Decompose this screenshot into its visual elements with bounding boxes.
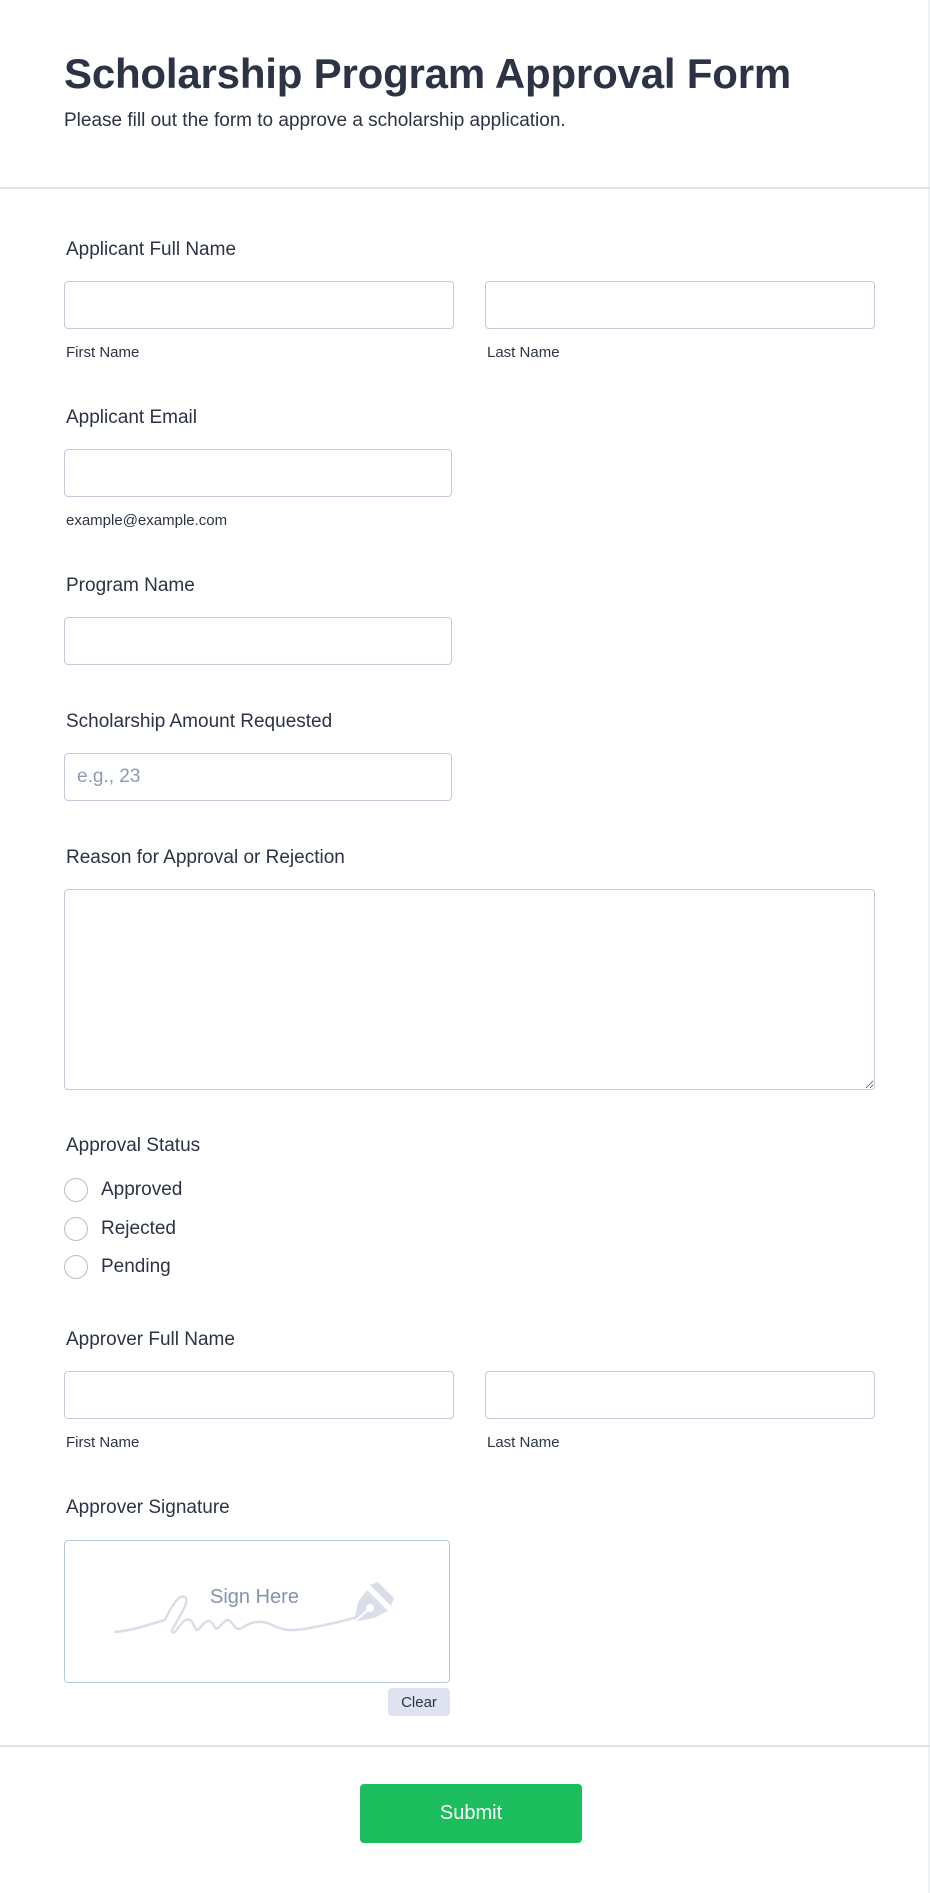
page-subtitle: Please fill out the form to approve a scholarship application. [64, 110, 566, 131]
program-name-input[interactable] [64, 617, 452, 665]
approver-last-name-input[interactable] [485, 1371, 875, 1419]
approver-name-label: Approver Full Name [66, 1329, 235, 1350]
page-title: Scholarship Program Approval Form [64, 50, 791, 97]
radio-label: Rejected [101, 1218, 176, 1239]
approver-signature-label: Approver Signature [66, 1497, 230, 1518]
reason-label: Reason for Approval or Rejection [66, 847, 345, 868]
radio-button[interactable] [64, 1217, 88, 1241]
applicant-email-input[interactable] [64, 449, 452, 497]
program-name-label: Program Name [66, 575, 195, 596]
radio-label: Pending [101, 1256, 171, 1277]
approval-status-label: Approval Status [66, 1135, 201, 1156]
radio-label: Approved [101, 1179, 183, 1200]
header-divider [0, 187, 930, 189]
applicant-name-label: Applicant Full Name [66, 239, 237, 260]
radio-button[interactable] [64, 1255, 88, 1279]
amount-label: Scholarship Amount Requested [66, 711, 333, 732]
approver-first-name-input[interactable] [64, 1371, 454, 1419]
applicant-email-sublabel: example@example.com [66, 512, 228, 529]
pen-nib-icon [350, 1582, 396, 1626]
radio-button[interactable] [64, 1178, 88, 1202]
radio-option-pending[interactable] [64, 1254, 171, 1280]
applicant-first-name-input[interactable] [64, 281, 454, 329]
clear-signature-button[interactable]: Clear [388, 1688, 450, 1716]
applicant-first-name-sublabel: First Name [66, 344, 140, 361]
footer-divider [0, 1745, 930, 1747]
sign-here-placeholder: Sign Here [210, 1586, 299, 1608]
amount-input[interactable] [64, 753, 452, 801]
applicant-last-name-sublabel: Last Name [487, 344, 560, 361]
radio-option-approved[interactable] [64, 1177, 182, 1203]
radio-option-rejected[interactable] [64, 1216, 176, 1242]
submit-button[interactable]: Submit [360, 1784, 582, 1843]
applicant-email-label: Applicant Email [66, 407, 197, 428]
approver-first-name-sublabel: First Name [66, 1434, 140, 1451]
applicant-last-name-input[interactable] [485, 281, 875, 329]
approver-last-name-sublabel: Last Name [487, 1434, 560, 1451]
reason-textarea[interactable] [64, 889, 875, 1090]
